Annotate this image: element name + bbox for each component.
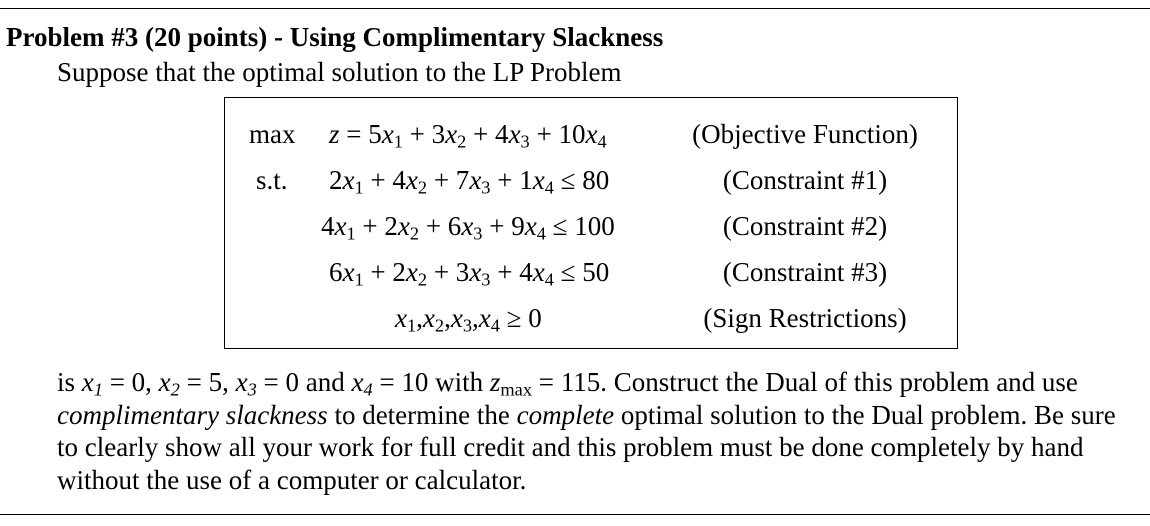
lp-constraint-1-expression: $2x_1 + 4x_2 + 7x_3 + 1x_4 \le 80$ — [329, 165, 610, 198]
lp-objective-expression: $z = 5x_1 + 3x_2 + 4x_3 + 10x_4$ — [329, 119, 607, 152]
lp-keyword-max: max — [249, 119, 296, 149]
solution-text-1: . Construct the Dual of this problem and use — [600, 367, 1078, 397]
solution-paragraph: is $x_1 = 0$, $x_2 = 5$, $x_3 = 0$ and $x_4 = 10$ with $z_{max} = 115$. Construct the Dual of this problem and use complimentary slackness to determine the complete optimal solution to the Dual problem. Be sure to clearly show all your work for full credit and this problem must be done completely by hand without the use of a computer or calculator. — [57, 367, 1116, 495]
top-rule — [0, 8, 1150, 9]
solution-x2-value: 5 — [208, 367, 223, 397]
lp-constraint-2-expression: $4x_1 + 2x_2 + 6x_3 + 9x_4 \le 100$ — [321, 211, 615, 244]
solution-x4-value: 10 — [401, 367, 429, 397]
solution-emphasis-complete: complete — [516, 399, 615, 430]
problem-intro: Suppose that the optimal solution to the LP Problem — [57, 57, 622, 87]
solution-prefix: is — [57, 367, 76, 397]
solution-text-2: to determine the — [327, 399, 517, 430]
problem-title: Problem #3 (20 points) - Using Complimentary Slackness — [6, 22, 664, 52]
lp-sign-restriction-expression: $x_1,x_2,x_3,x_4 \ge 0$ — [395, 303, 542, 336]
lp-label-constraint-3: (Constraint #3) — [722, 257, 888, 287]
lp-problem-box — [224, 97, 958, 349]
lp-label-constraint-2: (Constraint #2) — [722, 211, 888, 241]
lp-label-sign-restrictions: (Sign Restrictions) — [703, 303, 907, 333]
bottom-rule — [0, 514, 1150, 515]
lp-constraint-3-expression: $6x_1 + 2x_2 + 3x_3 + 4x_4 \le 50$ — [329, 257, 610, 290]
solution-text-3: optimal solution to the Dual problem. Be sure to clearly show all your work for full credit and this problem must be done completely by hand without the use of a computer or calculator. — [57, 399, 1116, 495]
lp-label-objective: (Objective Function) — [692, 119, 918, 149]
solution-zmax-value: 115 — [560, 367, 601, 397]
lp-label-constraint-1: (Constraint #1) — [722, 165, 888, 195]
solution-emphasis-slackness: complimentary slackness — [57, 399, 328, 430]
lp-keyword-st: s.t. — [256, 165, 288, 195]
solution-x3-value: 0 — [285, 367, 299, 397]
solution-x1-value: 0 — [131, 367, 146, 397]
